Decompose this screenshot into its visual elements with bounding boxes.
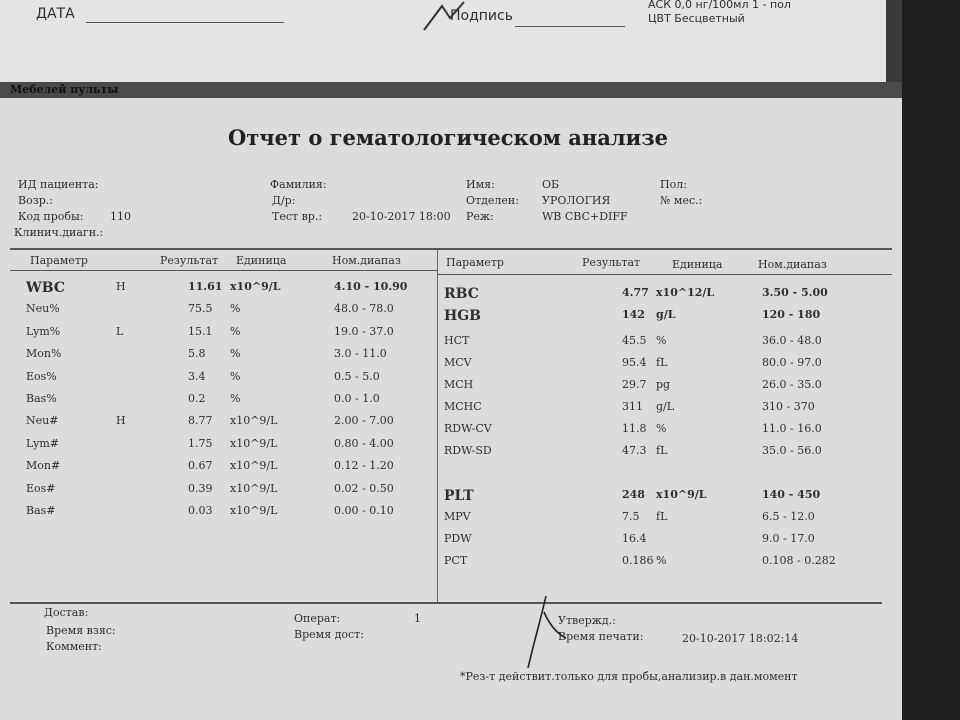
print-time-label: Время печати: — [558, 630, 644, 643]
left-row-param: Mon# — [26, 459, 61, 473]
department-value: УРОЛОГИЯ — [542, 194, 611, 207]
right-row-range: 26.0 - 35.0 — [762, 378, 822, 391]
right-row-unit: fL — [656, 356, 668, 369]
right-row-range: 9.0 - 17.0 — [762, 532, 815, 545]
left-row-result: 0.2 — [188, 392, 206, 405]
dark-edge-strip — [0, 82, 905, 98]
left-row-param: Bas# — [26, 504, 56, 517]
right-row-result: 7.5 — [622, 510, 640, 523]
right-header-unit: Единица — [672, 258, 723, 271]
left-header-unit: Единица — [236, 254, 287, 267]
operator-label: Операт: — [294, 612, 341, 625]
right-row-range: 80.0 - 97.0 — [762, 356, 822, 369]
left-row-range: 3.0 - 11.0 — [334, 347, 387, 361]
right-row-unit: fL — [656, 444, 668, 457]
left-header-result: Результат — [160, 254, 219, 267]
right-row-unit: g/L — [656, 400, 675, 413]
left-row-result: 0.39 — [188, 481, 213, 495]
surname-label: Фамилия: — [270, 178, 327, 191]
left-row-param: Mon% — [26, 347, 62, 361]
right-row-unit: x10^9/L — [656, 488, 707, 501]
left-row-param: Neu% — [26, 302, 60, 316]
right-row-param: MCH — [444, 378, 474, 391]
right-row-unit: % — [656, 422, 667, 435]
left-row-unit: % — [230, 347, 241, 361]
right-row-param: RDW-CV — [444, 422, 492, 435]
date-label: ДАТА — [36, 6, 75, 22]
right-row-result: 311 — [622, 400, 643, 413]
dob-label: Д/р: — [272, 194, 296, 207]
right-header-rule — [438, 274, 892, 275]
right-row-result: 0.186 — [622, 554, 654, 567]
left-row-unit: % — [230, 369, 241, 383]
comment-label: Коммент: — [46, 640, 102, 653]
right-header-result: Результат — [582, 256, 641, 269]
previous-form-sheet — [0, 0, 886, 88]
department-label: Отделен: — [466, 194, 519, 207]
left-row-param: Lym# — [26, 436, 59, 450]
date-line — [86, 22, 284, 23]
right-row-unit: g/L — [656, 308, 676, 321]
right-row-param: RDW-SD — [444, 444, 492, 457]
sample-value: 110 — [110, 210, 131, 223]
left-row-range: 4.10 - 10.90 — [334, 280, 408, 293]
right-row-result: 95.4 — [622, 356, 647, 369]
left-row-unit: % — [230, 392, 241, 405]
validity-note: *Рез-т действит.только для пробы,анализир.в дан.момент — [460, 670, 798, 683]
right-row-result: 248 — [622, 488, 645, 501]
left-row-param: Eos# — [26, 481, 56, 495]
strip-text: Мебелей пульты — [10, 83, 119, 96]
print-time-value: 20-10-2017 18:02:14 — [682, 632, 799, 645]
left-row-param: Eos% — [26, 369, 57, 383]
right-row-result: 142 — [622, 308, 645, 321]
sample-label: Код пробы: — [18, 210, 84, 223]
right-row-range: 0.108 - 0.282 — [762, 554, 836, 567]
right-row-unit: pg — [656, 378, 671, 391]
right-row-param: PCT — [444, 554, 468, 567]
left-row-result: 1.75 — [188, 436, 213, 450]
number-label: № мес.: — [660, 194, 703, 207]
dark-background-edge — [902, 0, 960, 720]
right-row-result: 4.77 — [622, 286, 649, 299]
left-row-unit: % — [230, 302, 241, 316]
left-row-range: 48.0 - 78.0 — [334, 302, 394, 316]
right-row-unit: % — [656, 554, 667, 567]
right-row-param: PDW — [444, 532, 472, 545]
age-label: Возр.: — [18, 194, 53, 207]
left-row-flag: H — [116, 280, 126, 293]
mode-label: Реж: — [466, 210, 494, 223]
left-row-range: 0.80 - 4.00 — [334, 436, 394, 450]
left-row-result: 3.4 — [188, 369, 206, 383]
left-row-result: 15.1 — [188, 324, 213, 338]
right-row-param: MPV — [444, 510, 471, 523]
left-row-param: Lym% — [26, 324, 61, 338]
right-row-range: 310 - 370 — [762, 400, 815, 413]
name-label: Имя: — [466, 178, 495, 191]
left-row-range: 0.12 - 1.20 — [334, 459, 394, 473]
delivery-time-label: Время дост: — [294, 628, 364, 641]
left-row-param: Bas% — [26, 392, 57, 405]
left-row-param: Neu# — [26, 414, 59, 428]
left-row-unit: x10^9/L — [230, 280, 281, 293]
right-row-param: RBC — [444, 286, 479, 302]
right-row-result: 29.7 — [622, 378, 647, 391]
right-row-unit: fL — [656, 510, 668, 523]
left-header-range: Ном.диапаз — [332, 254, 401, 267]
left-row-result: 5.8 — [188, 347, 206, 361]
test-time-value: 20-10-2017 18:00 — [352, 210, 451, 223]
right-row-param: HGB — [444, 308, 482, 324]
operator-value: 1 — [414, 612, 421, 625]
left-row-result: 0.03 — [188, 504, 213, 517]
left-row-result: 11.61 — [188, 280, 223, 293]
right-header-param: Параметр — [446, 256, 504, 269]
right-row-result: 45.5 — [622, 334, 647, 347]
handwritten-signature-mark — [510, 592, 570, 672]
sex-label: Пол: — [660, 178, 687, 191]
right-row-result: 16.4 — [622, 532, 647, 545]
right-row-param: MCV — [444, 356, 472, 369]
left-row-result: 75.5 — [188, 302, 213, 316]
right-row-range: 36.0 - 48.0 — [762, 334, 822, 347]
left-header-param: Параметр — [30, 254, 88, 267]
left-row-unit: x10^9/L — [230, 481, 278, 495]
name-value: ОБ — [542, 178, 560, 191]
clinical-diagnosis-label: Клинич.диагн.: — [14, 226, 104, 239]
right-header-range: Ном.диапаз — [758, 258, 827, 271]
right-row-param: HCT — [444, 334, 470, 347]
right-row-range: 11.0 - 16.0 — [762, 422, 822, 435]
delivered-label: Достав: — [44, 606, 89, 619]
right-row-range: 140 - 450 — [762, 488, 821, 501]
left-row-range: 0.00 - 0.10 — [334, 504, 394, 517]
left-row-result: 0.67 — [188, 459, 213, 473]
left-row-unit: % — [230, 324, 241, 338]
left-row-unit: x10^9/L — [230, 436, 278, 450]
left-header-rule — [10, 270, 437, 271]
left-row-range: 0.0 - 1.0 — [334, 392, 380, 405]
left-row-unit: x10^9/L — [230, 504, 278, 517]
left-row-range: 0.5 - 5.0 — [334, 369, 380, 383]
right-row-result: 11.8 — [622, 422, 647, 435]
left-row-flag: L — [116, 324, 124, 338]
pen-signature-mark — [420, 0, 480, 34]
right-row-unit: x10^12/L — [656, 286, 715, 299]
time-taken-label: Время взяс: — [46, 624, 116, 637]
left-row-result: 8.77 — [188, 414, 213, 428]
left-row-unit: x10^9/L — [230, 459, 278, 473]
right-row-result: 47.3 — [622, 444, 647, 457]
report-title: Отчет о гематологическом анализе — [228, 125, 669, 150]
test-time-label: Тест вр.: — [272, 210, 323, 223]
left-row-range: 2.00 - 7.00 — [334, 414, 394, 428]
table-top-rule — [10, 248, 892, 250]
right-row-range: 35.0 - 56.0 — [762, 444, 822, 457]
table-column-divider — [437, 250, 438, 602]
hematology-report-sheet — [0, 98, 905, 720]
top-right-line2: ЦВТ Бесцветный — [648, 12, 745, 25]
left-row-param: WBC — [26, 280, 65, 296]
right-row-param: PLT — [444, 488, 474, 504]
patient-id-label: ИД пациента: — [18, 178, 99, 191]
signature-label: Подпись — [450, 8, 513, 24]
right-row-param: MCHC — [444, 400, 482, 413]
top-right-line1: АСК 0,0 нг/100мл 1 - пол — [648, 0, 791, 11]
left-row-flag: H — [116, 414, 126, 428]
right-row-range: 6.5 - 12.0 — [762, 510, 815, 523]
approved-label: Утвержд.: — [558, 614, 616, 627]
right-row-range: 120 - 180 — [762, 308, 821, 321]
left-row-range: 0.02 - 0.50 — [334, 481, 394, 495]
left-row-unit: x10^9/L — [230, 414, 278, 428]
left-row-range: 19.0 - 37.0 — [334, 324, 394, 338]
table-bottom-rule — [10, 602, 882, 604]
mode-value: WB CBC+DIFF — [542, 210, 628, 223]
right-row-range: 3.50 - 5.00 — [762, 286, 828, 299]
right-row-unit: % — [656, 334, 667, 347]
signature-line — [515, 26, 625, 27]
